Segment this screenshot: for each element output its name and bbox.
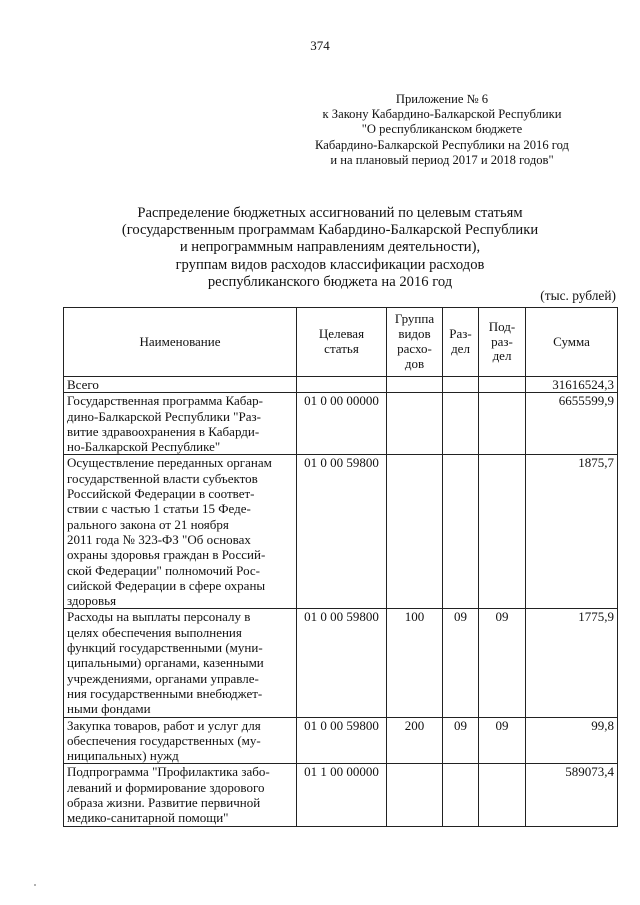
document-title — [90, 205, 570, 291]
appendix-note — [292, 92, 592, 168]
row-section: 09 — [443, 717, 479, 764]
row-expense-group — [387, 455, 443, 609]
row-target-article: 01 0 00 00000 — [297, 393, 387, 455]
row-sum: 31616524,3 — [526, 377, 618, 393]
row-name: Расходы на выплаты персоналу в целях обеспечения выполнения функций государственными (муни- ципальными) органами, казенными учреждениями, органами управле- ния государственными внебюджет- ными фондами — [64, 609, 297, 717]
row-expense-group — [387, 377, 443, 393]
row-target-article: 01 0 00 59800 — [297, 609, 387, 717]
header-name: Наименование — [64, 308, 297, 377]
header-expense-group: Группа видов расхо- дов — [387, 308, 443, 377]
header-sum: Сумма — [526, 308, 618, 377]
row-expense-group: 100 — [387, 609, 443, 717]
row-subsection — [479, 455, 526, 609]
table-row — [64, 717, 618, 764]
units-label: (тыс. рублей) — [540, 288, 616, 303]
header-target-article: Целевая статья — [297, 308, 387, 377]
row-subsection — [479, 764, 526, 826]
title-line: и непрограммным направлениям деятельности), — [179, 239, 481, 256]
row-section — [443, 393, 479, 455]
row-target-article — [297, 377, 387, 393]
table-row — [64, 764, 618, 826]
row-target-article: 01 0 00 59800 — [297, 717, 387, 764]
appendix-line: Приложение № 6 — [395, 92, 489, 106]
row-sum: 1775,9 — [526, 609, 618, 717]
appendix-line: "О республиканском бюджете — [361, 122, 523, 137]
row-sum: 589073,4 — [526, 764, 618, 826]
row-expense-group — [387, 764, 443, 826]
row-sum: 1875,7 — [526, 455, 618, 609]
table-row — [64, 609, 618, 717]
row-name: Государственная программа Кабар- дино-Балкарской Республики "Раз- витие здравоохранения в Кабарди- но-Балкарской Республике" — [64, 393, 297, 455]
scan-speck — [34, 884, 36, 886]
row-section — [443, 764, 479, 826]
title-line: (государственным программам Кабардино-Балкарской Республики — [121, 222, 539, 239]
budget-table — [63, 307, 618, 827]
page-number: 374 — [310, 38, 330, 53]
row-name: Осуществление переданных органам государственной власти субъектов Российской Федерации в соответ- ствии с частью 1 статьи 15 Феде- рального закона от 21 ноября 2011 года № 323-ФЗ "Об основах охраны здоровья граждан в Россий- ской Федерации" полномочий Рос- сийской Федерации в сфере охраны здоровья — [64, 455, 297, 609]
row-name: Подпрограмма "Профилактика забо- леваний и формирование здорового образа жизни. Развитие первичной медико-санитарной помощи" — [64, 764, 297, 826]
title-line: группам видов расходов классификации расходов — [175, 256, 485, 273]
row-subsection — [479, 377, 526, 393]
row-subsection: 09 — [479, 609, 526, 717]
header-subsection: Под- раз- дел — [479, 308, 526, 377]
title-line: Распределение бюджетных ассигнований по целевым статьям — [137, 205, 523, 221]
row-name: Закупка товаров, работ и услуг для обеспечения государственных (му- ниципальных) нужд — [64, 717, 297, 764]
table-row — [64, 455, 618, 609]
row-subsection: 09 — [479, 717, 526, 764]
row-target-article: 01 1 00 00000 — [297, 764, 387, 826]
row-section: 09 — [443, 609, 479, 717]
appendix-line: к Закону Кабардино-Балкарской Республики — [322, 107, 562, 122]
row-section — [443, 377, 479, 393]
row-sum: 99,8 — [526, 717, 618, 764]
row-subsection — [479, 393, 526, 455]
row-name: Всего — [64, 377, 297, 393]
appendix-line: Кабардино-Балкарской Республики на 2016 год — [315, 137, 569, 152]
row-target-article: 01 0 00 59800 — [297, 455, 387, 609]
table-row — [64, 377, 618, 393]
header-section: Раз- дел — [443, 308, 479, 377]
appendix-line: и на плановый период 2017 и 2018 годов" — [330, 152, 554, 167]
table-header-row — [64, 308, 618, 377]
title-line: республиканского бюджета на 2016 год — [207, 273, 453, 290]
row-sum: 6655599,9 — [526, 393, 618, 455]
row-section — [443, 455, 479, 609]
row-expense-group: 200 — [387, 717, 443, 764]
table-row — [64, 393, 618, 455]
row-expense-group — [387, 393, 443, 455]
